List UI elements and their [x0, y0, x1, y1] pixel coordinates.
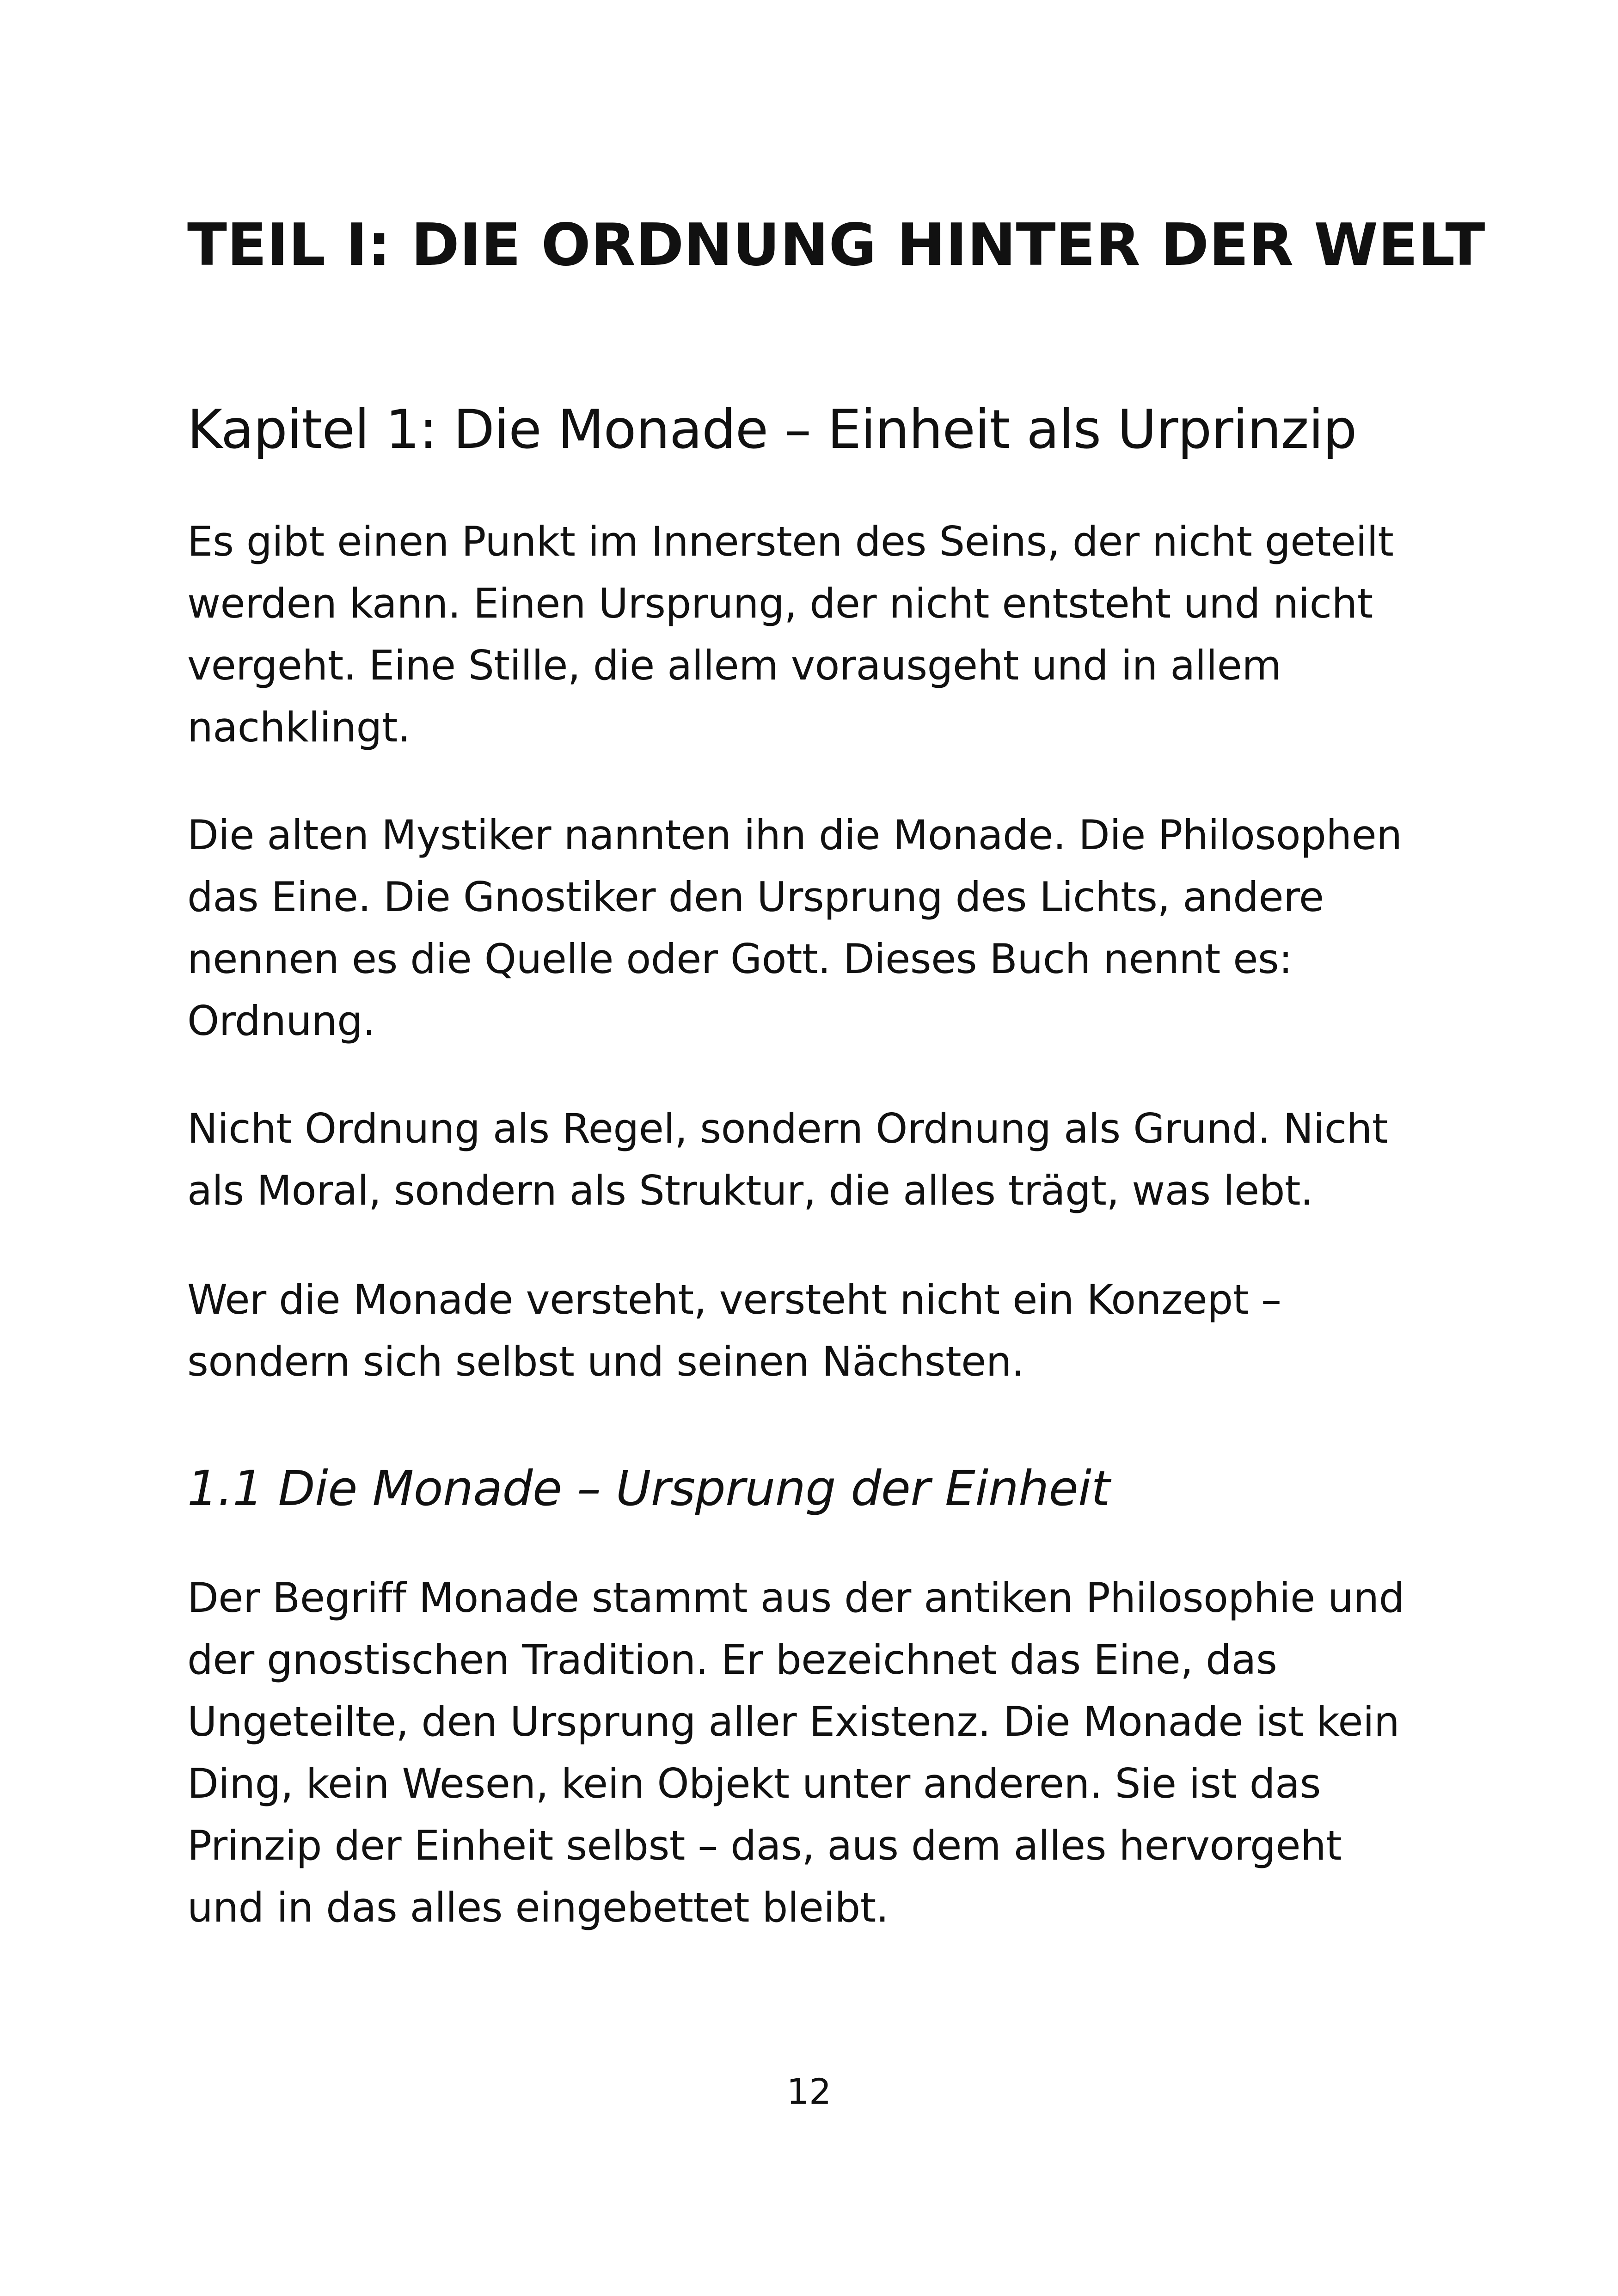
text-line: Prinzip der Einheit selbst – das, aus dem alles hervorgeht [187, 1822, 1342, 1869]
section-title: 1.1 Die Monade – Ursprung der Einheit [187, 1460, 1110, 1517]
text-line: Die alten Mystiker nannten ihn die Monade. Die Philosophen [187, 811, 1402, 859]
text-line: Ordnung. [187, 997, 375, 1045]
text-line: werden kann. Einen Ursprung, der nicht entsteht und nicht [187, 580, 1373, 627]
text-line: Ungeteilte, den Ursprung aller Existenz. Die Monade ist kein [187, 1698, 1400, 1745]
text-line: und in das alles eingebettet bleibt. [187, 1884, 889, 1931]
text-line: Der Begriff Monade stammt aus der antiken Philosophie und [187, 1574, 1405, 1622]
paragraph-3 [187, 1098, 1463, 1222]
text-line: nachklingt. [187, 704, 411, 751]
section-paragraph-1 [187, 1567, 1463, 1939]
text-line: das Eine. Die Gnostiker den Ursprung des Lichts, andere [187, 873, 1324, 921]
paragraph-4 [187, 1269, 1463, 1393]
paragraph-2 [187, 804, 1463, 1052]
part-title: TEIL I: DIE ORDNUNG HINTER DER WELT [187, 211, 1485, 279]
page-number: 12 [786, 2071, 832, 2112]
text-line: als Moral, sondern als Struktur, die alles trägt, was lebt. [187, 1167, 1313, 1214]
chapter-title: Kapitel 1: Die Monade – Einheit als Urprinzip [187, 398, 1357, 461]
text-line: nennen es die Quelle oder Gott. Dieses Buch nennt es: [187, 935, 1293, 983]
paragraph-1 [187, 511, 1463, 759]
text-line: Wer die Monade versteht, versteht nicht ein Konzept – [187, 1276, 1281, 1323]
text-line: Nicht Ordnung als Regel, sondern Ordnung als Grund. Nicht [187, 1105, 1388, 1152]
text-line: Es gibt einen Punkt im Innersten des Seins, der nicht geteilt [187, 518, 1394, 565]
text-line: Ding, kein Wesen, kein Objekt unter anderen. Sie ist das [187, 1760, 1321, 1807]
text-line: der gnostischen Tradition. Er bezeichnet das Eine, das [187, 1636, 1277, 1684]
text-line: sondern sich selbst und seinen Nächsten. [187, 1338, 1024, 1385]
text-line: vergeht. Eine Stille, die allem vorausgeht und in allem [187, 642, 1281, 689]
